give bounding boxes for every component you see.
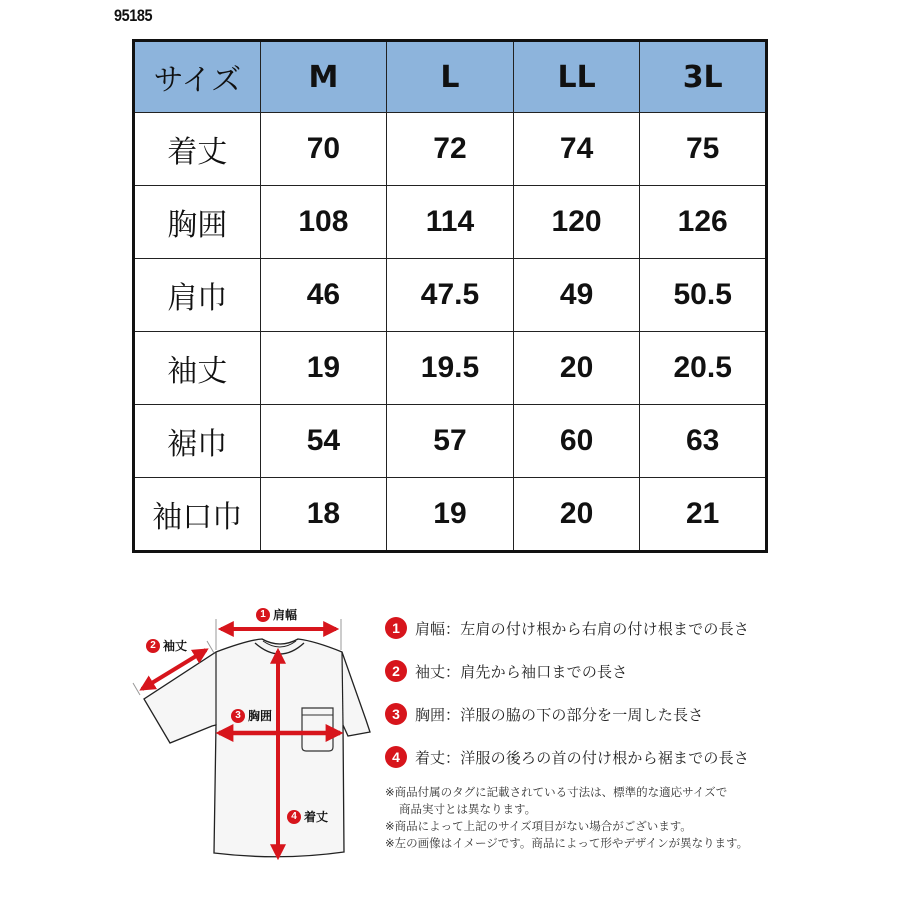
- row-label: 着丈: [134, 113, 261, 186]
- cell-value: 19: [260, 332, 387, 405]
- label-text: 肩幅: [273, 608, 298, 622]
- cell-value: 74: [513, 113, 640, 186]
- cell-value: 50.5: [640, 259, 767, 332]
- cell-value: 20: [513, 332, 640, 405]
- label-text: 袖丈: [163, 639, 188, 653]
- size-header-label: サイズ: [134, 41, 261, 113]
- cell-value: 20: [513, 478, 640, 552]
- cell-value: 120: [513, 186, 640, 259]
- cell-value: 54: [260, 405, 387, 478]
- legend-item-chest: [385, 703, 785, 725]
- legend-term: 肩幅: [415, 619, 446, 638]
- table-row: [134, 332, 767, 405]
- row-label: 胸囲: [134, 186, 261, 259]
- table-row: [134, 405, 767, 478]
- cell-value: 108: [260, 186, 387, 259]
- badge-2: 2: [146, 639, 160, 653]
- badge-4: 4: [287, 810, 301, 824]
- label-text: 着丈: [304, 810, 329, 824]
- badge-1: 1: [256, 608, 270, 622]
- row-label: 肩巾: [134, 259, 261, 332]
- diagram-label-sleeve: [146, 637, 187, 654]
- legend-term: 袖丈: [415, 662, 446, 681]
- size-col-l: L: [387, 41, 514, 113]
- cell-value: 20.5: [640, 332, 767, 405]
- diagram-label-length: [287, 808, 328, 825]
- cell-value: 18: [260, 478, 387, 552]
- table-row: [134, 113, 767, 186]
- label-text: 胸囲: [248, 709, 273, 723]
- cell-value: 114: [387, 186, 514, 259]
- row-label: 袖口巾: [134, 478, 261, 552]
- note-missing-items: ※商品によって上記のサイズ項目がない場合がございます。: [385, 819, 692, 833]
- cell-value: 60: [513, 405, 640, 478]
- table-row: [134, 478, 767, 552]
- size-table: [132, 39, 768, 553]
- row-label: 裾巾: [134, 405, 261, 478]
- badge-4: 4: [385, 746, 407, 768]
- legend-desc: ：洋服の脇の下の部分を一周した長さ: [445, 705, 704, 724]
- size-col-3l: 3L: [640, 41, 767, 113]
- cell-value: 46: [260, 259, 387, 332]
- row-label: 袖丈: [134, 332, 261, 405]
- legend-desc: ：左肩の付け根から右肩の付け根までの長さ: [445, 619, 750, 638]
- legend-item-sleeve: [385, 660, 785, 682]
- cell-value: 126: [640, 186, 767, 259]
- cell-value: 63: [640, 405, 767, 478]
- cell-value: 72: [387, 113, 514, 186]
- legend-desc: ：肩先から袖口までの長さ: [445, 662, 628, 681]
- cell-value: 47.5: [387, 259, 514, 332]
- table-row: [134, 259, 767, 332]
- diagram-label-shoulder: [256, 606, 297, 623]
- cell-value: 49: [513, 259, 640, 332]
- notes: [385, 784, 785, 852]
- cell-value: 70: [260, 113, 387, 186]
- note-image-disclaimer: ※左の画像はイメージです。商品によって形やデザインが異なります。: [385, 836, 749, 850]
- badge-3: 3: [385, 703, 407, 725]
- diagram-label-chest: [231, 707, 272, 724]
- note-tag-size: ※商品付属のタグに記載されている寸法は、標準的な適応サイズで: [385, 785, 728, 799]
- measurement-legend: [385, 617, 785, 789]
- table-row: [134, 186, 767, 259]
- size-col-m: M: [260, 41, 387, 113]
- legend-term: 胸囲: [415, 705, 446, 724]
- cell-value: 19.5: [387, 332, 514, 405]
- note-tag-size-cont: 商品実寸とは異なります。: [399, 802, 537, 816]
- product-code: 95185: [114, 6, 153, 25]
- badge-3: 3: [231, 709, 245, 723]
- cell-value: 19: [387, 478, 514, 552]
- cell-value: 57: [387, 405, 514, 478]
- size-header-row: [134, 41, 767, 113]
- legend-desc: ：洋服の後ろの首の付け根から裾までの長さ: [445, 748, 750, 767]
- legend-item-shoulder: [385, 617, 785, 639]
- cell-value: 21: [640, 478, 767, 552]
- shirt-diagram: [130, 595, 380, 875]
- cell-value: 75: [640, 113, 767, 186]
- badge-1: 1: [385, 617, 407, 639]
- size-col-ll: LL: [513, 41, 640, 113]
- legend-term: 着丈: [415, 748, 446, 767]
- legend-item-length: [385, 746, 785, 768]
- badge-2: 2: [385, 660, 407, 682]
